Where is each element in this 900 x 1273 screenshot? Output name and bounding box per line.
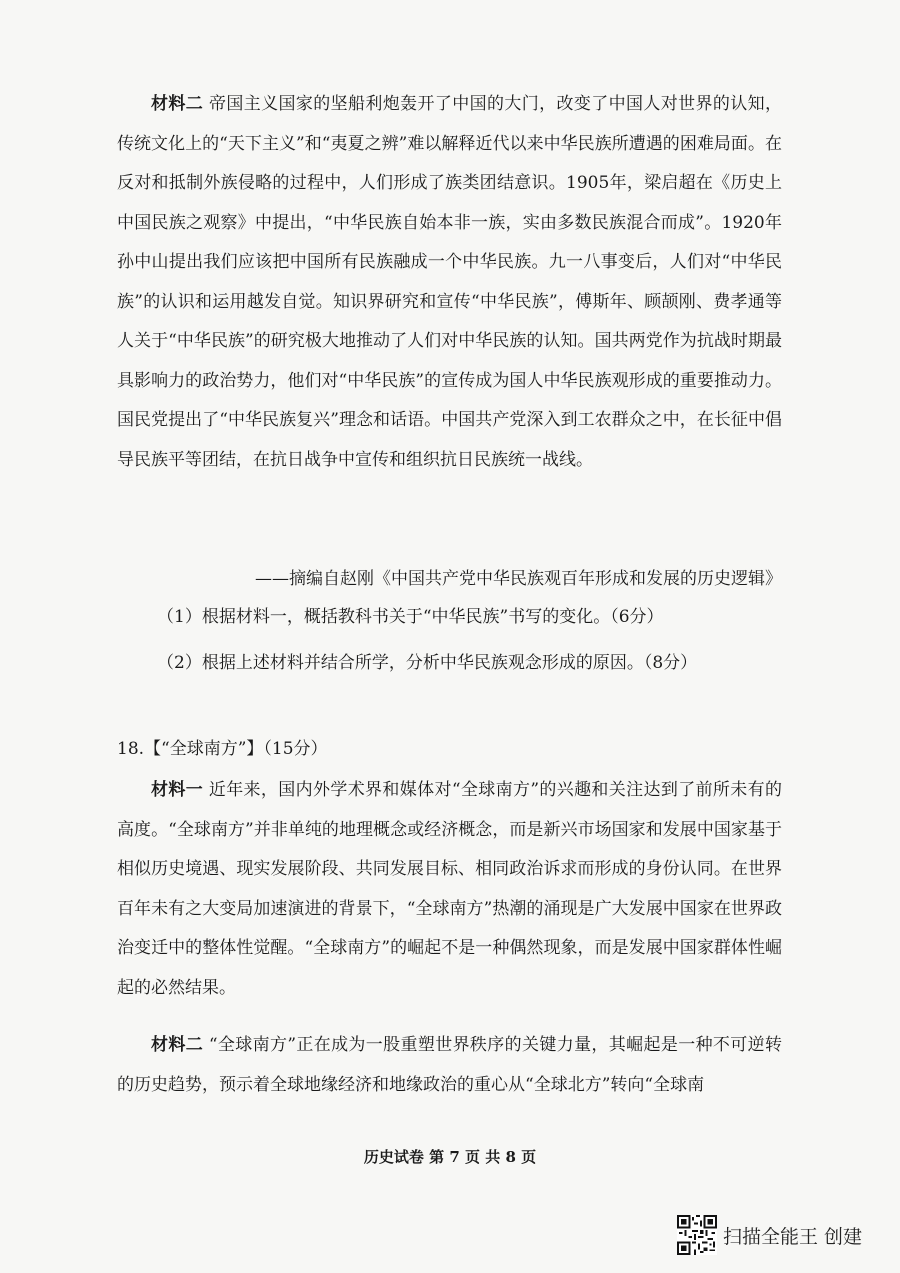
- question-17-1: （1）根据材料一，概括教科书关于“中华民族”书写的变化。（6分）: [157, 607, 664, 627]
- scanner-watermark: [677, 1213, 862, 1257]
- qr-code-icon: [677, 1215, 717, 1255]
- material-text: 近年来，国内外学术界和媒体对“全球南方”的兴趣和关注达到了前所未有的高度。“全球南方”并非单纯的地理概念或经济概念，而是新兴市场国家和发展中国家基于相似历史境遇、现实发展阶段、共同发展目标、相同政治诉求而形成的身份认同。在世界百年未有之大变局加速演进的背景下，“全球南方”热潮的涌现是广大发展中国家在世界政治变迁中的整体性觉醒。“全球南方”的崛起不是一种偶然现象，而是发展中国家群体性崛起的必然结果。: [117, 780, 782, 998]
- material-two-paragraph-q18: [117, 1026, 782, 1105]
- page-footer: 历史试卷 第 7 页 共 8 页: [363, 1148, 537, 1166]
- material-text: “全球南方”正在成为一股重塑世界秩序的关键力量，其崛起是一种不可逆转的历史趋势，预示着全球地缘经济和地缘政治的重心从“全球北方”转向“全球南: [117, 1035, 782, 1095]
- material-one-paragraph: [117, 771, 782, 1008]
- material-two-paragraph: [117, 85, 782, 480]
- source-citation: ——摘编自赵刚《中国共产党中华民族观百年形成和发展的历史逻辑》: [255, 569, 782, 589]
- material-label: 材料二: [151, 94, 204, 114]
- question-17-2: （2）根据上述材料并结合所学，分析中华民族观念形成的原因。（8分）: [157, 653, 698, 673]
- material-label: 材料一: [151, 780, 204, 800]
- watermark-text: 扫描全能王 创建: [723, 1225, 863, 1248]
- material-text: 帝国主义国家的坚船利炮轰开了中国的大门，改变了中国人对世界的认知，传统文化上的“天下主义”和“夷夏之辨”难以解释近代以来中华民族所遭遇的困难局面。在反对和抵制外族侵略的过程中，人们形成了族类团结意识。1905年，梁启超在《历史上中国民族之观察》中提出，“中华民族自始本非一族，实由多数民族混合而成”。1920年孙中山提出我们应该把中国所有民族融成一个中华民族。九一八事变后，人们对“中华民族”的认识和运用越发自觉。知识界研究和宣传“中华民族”，傅斯年、顾颉刚、费孝通等人关于“中华民族”的研究极大地推动了人们对中华民族的认知。国共两党作为抗战时期最具影响力的政治势力，他们对“中华民族”的宣传成为国人中华民族观形成的重要推动力。国民党提出了“中华民族复兴”理念和话语。中国共产党深入到工农群众之中，在长征中倡导民族平等团结，在抗日战争中宣传和组织抗日民族统一战线。: [117, 94, 783, 470]
- material-label: 材料二: [151, 1035, 204, 1055]
- question-18-heading: 18.【“全球南方”】（15分）: [117, 739, 328, 759]
